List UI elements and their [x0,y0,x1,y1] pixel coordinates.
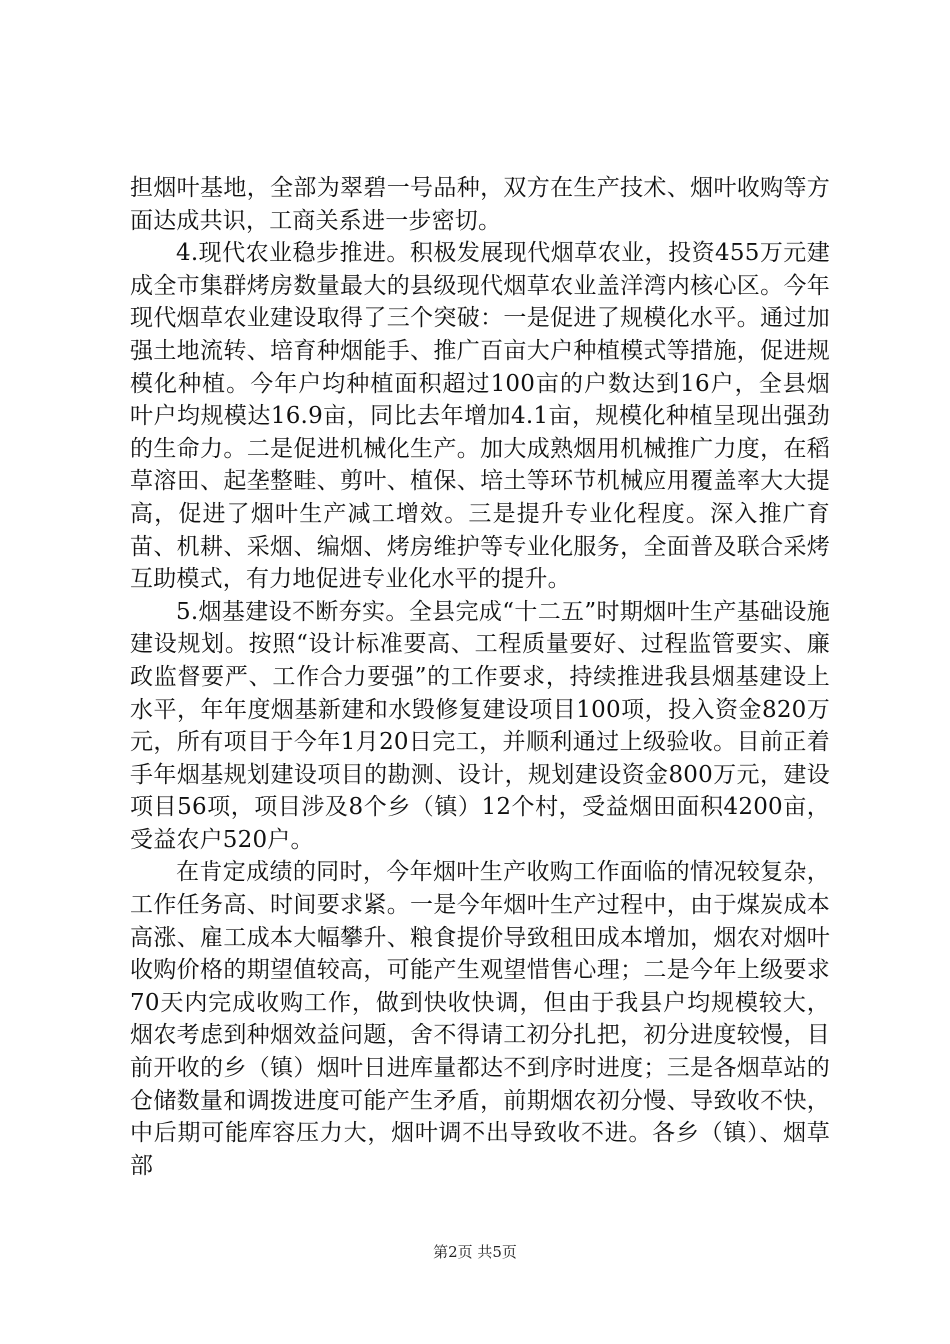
paragraph-infrastructure: 5.烟基建设不断夯实。全县完成“十二五”时期烟叶生产基础设施建设规划。按照“设计标准要高、工程质量要好、过程监管要实、廉政监督要严、工作合力要强”的工作要求，持续推进我县烟基建设上水平，年年度烟基新建和水毁修复建设项目100项，投入资金820万元，所有项目于今年1月20日完工，并顺利通过上级验收。目前正着手年烟基规划建设项目的勘测、设计，规划建设资金800万元，建设项目56项，项目涉及8个乡（镇）12个村，受益烟田面积4200亩，受益农户520户。 [130,598,830,853]
paragraph-challenges: 在肯定成绩的同时，今年烟叶生产收购工作面临的情况较复杂，工作任务高、时间要求紧。一是今年烟叶生产过程中，由于煤炭成本高涨、雇工成本大幅攀升、粮食提价导致租田成本增加，烟农对烟叶收购价格的期望值较高，可能产生观望惜售心理；二是今年上级要求70天内完成收购工作，做到快收快调，但由于我县户均规模较大，烟农考虑到种烟效益问题，舍不得请工初分扎把，初分进度较慢，目前开收的乡（镇）烟叶日进库量都达不到序时进度；三是各烟草站的仓储数量和调拨进度可能产生矛盾，前期烟农初分慢、导致收不快，中后期可能库容压力大，烟叶调不出导致收不进。各乡（镇）、烟草部 [130,859,830,1179]
paragraph-continuation: 担烟叶基地，全部为翠碧一号品种，双方在生产技术、烟叶收购等方面达成共识，工商关系进一步密切。 [130,175,830,234]
paragraph-modern-agriculture: 4.现代农业稳步推进。积极发展现代烟草农业，投资455万元建成全市集群烤房数量最大的县级现代烟草农业盖洋湾内核心区。今年现代烟草农业建设取得了三个突破：一是促进了规模化水平。通过加强土地流转、培育种烟能手、推广百亩大户种植模式等措施，促进规模化种植。今年户均种植面积超过100亩的户数达到16户，全县烟叶户均规模达16.9亩，同比去年增加4.1亩，规模化种植呈现出强劲的生命力。二是促进机械化生产。加大成熟烟用机械推广力度，在稻草溶田、起垄整畦、剪叶、植保、培土等环节机械应用覆盖率大大提高，促进了烟叶生产减工增效。三是提升专业化程度。深入推广育苗、机耕、采烟、编烟、烤房维护等专业化服务，全面普及联合采烤互助模式，有力地促进专业化水平的提升。 [130,240,830,593]
document-body [130,172,830,1182]
page-footer: 第2页 共5页 [433,1243,517,1261]
